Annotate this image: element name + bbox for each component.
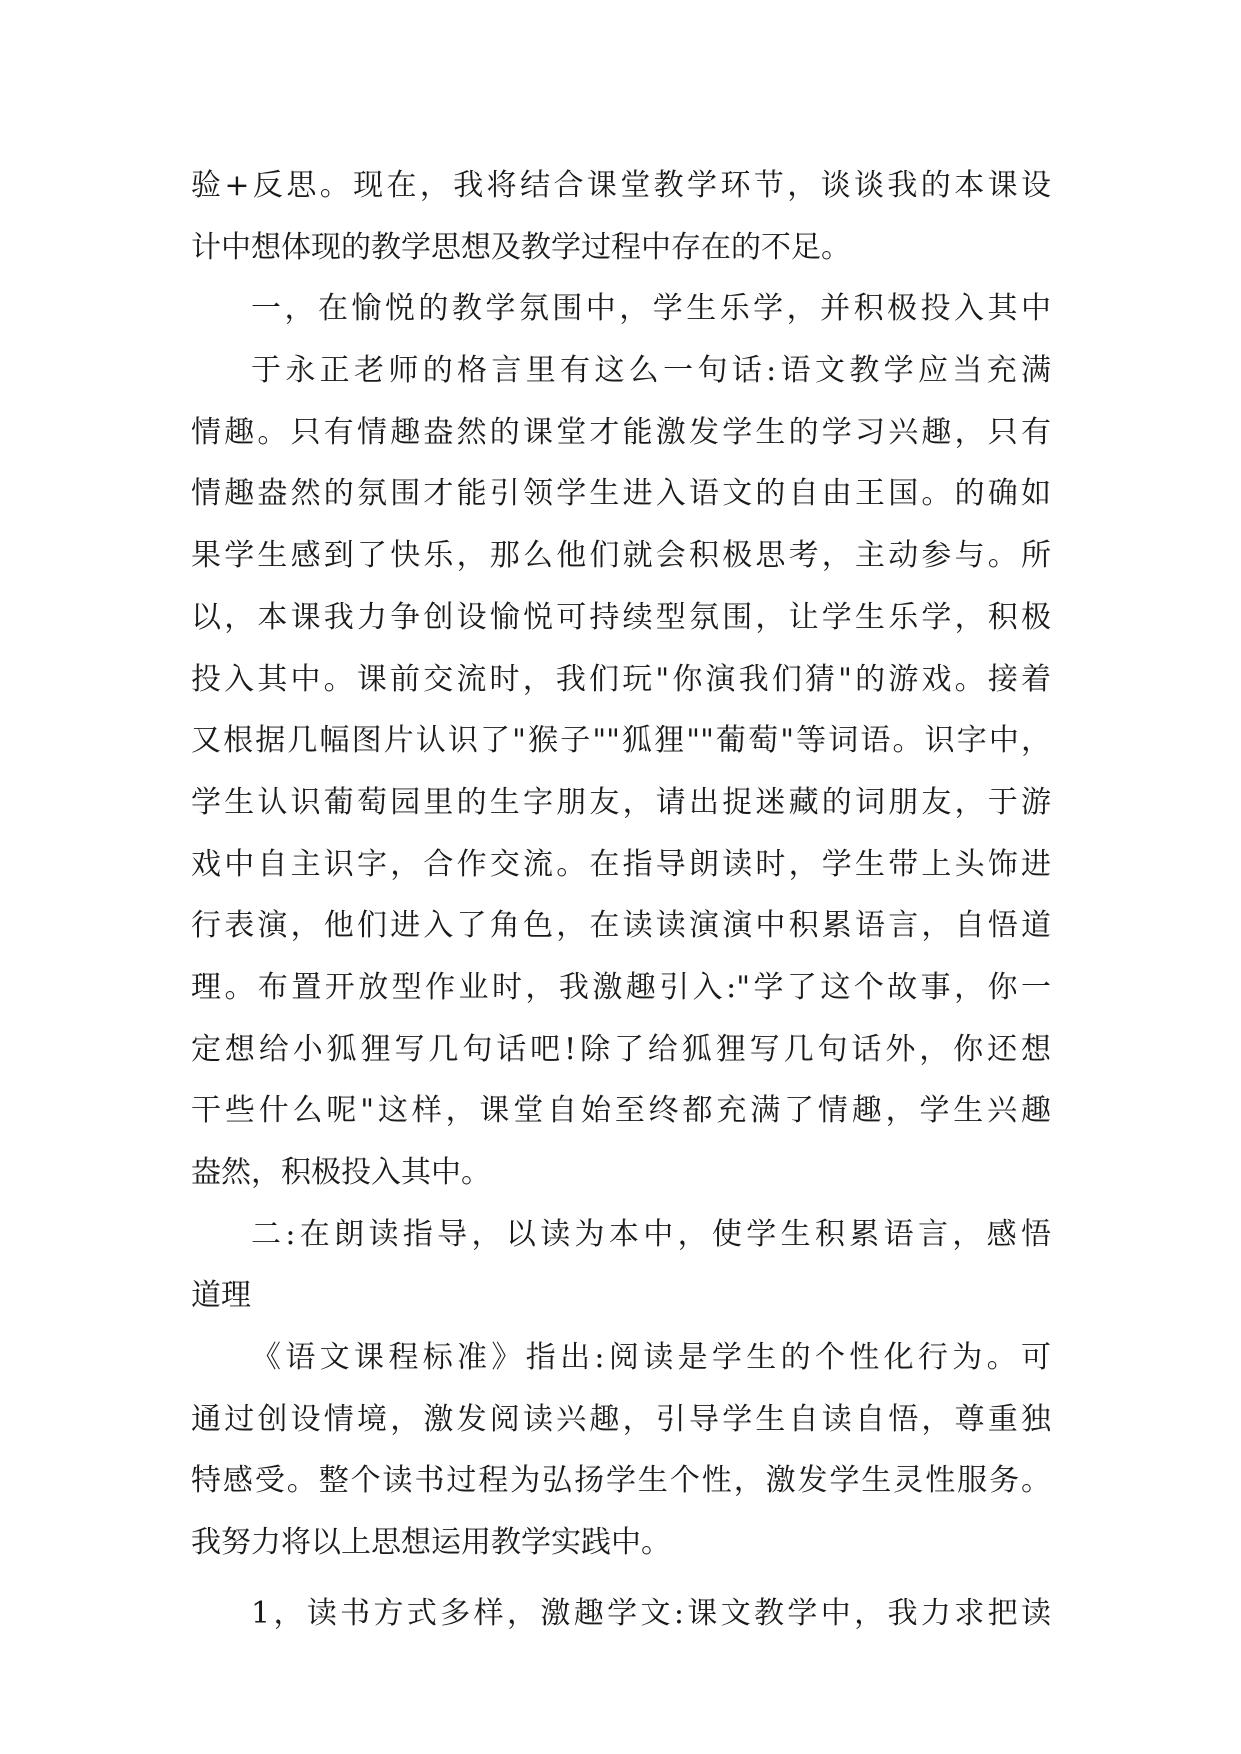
paragraph-line: 投入其中。课前交流时，我们玩"你演我们猜"的游戏。接着 — [191, 661, 1051, 697]
paragraph-line: 情趣盎然的氛围才能引领学生进入语文的自由王国。的确如 — [191, 476, 1051, 512]
text-line: 计中想体现的教学思想及教学过程中存在的不足。 — [191, 229, 851, 265]
paragraph-line: 行表演，他们进入了角色，在读读演演中积累语言，自悟道 — [191, 908, 1051, 944]
paragraph-line: 以，本课我力争创设愉悦可持续型氛围，让学生乐学，积极 — [191, 599, 1051, 635]
document-body — [191, 155, 1051, 1645]
paragraph-line: 学生认识葡萄园里的生字朋友，请出捉迷藏的词朋友，于游 — [191, 784, 1051, 820]
paragraph-line: 干些什么呢"这样，课堂自始至终都充满了情趣，学生兴趣 — [191, 1093, 1051, 1129]
section-heading: 一，在愉悦的教学氛围中，学生乐学，并积极投入其中 — [251, 291, 1051, 327]
section-heading: 二:在朗读指导，以读为本中，使学生积累语言，感悟 — [251, 1216, 1051, 1252]
paragraph-line: 又根据几幅图片认识了"猴子""狐狸""葡萄"等词语。识字中， — [191, 723, 1051, 759]
paragraph-line: 果学生感到了快乐，那么他们就会积极思考，主动参与。所 — [191, 538, 1051, 574]
paragraph-line: 我努力将以上思想运用教学实践中。 — [191, 1525, 671, 1561]
paragraph-line: 于永正老师的格言里有这么一句话:语文教学应当充满 — [251, 353, 1051, 389]
paragraph-line: 《语文课程标准》指出:阅读是学生的个性化行为。可 — [251, 1340, 1051, 1376]
paragraph-line: 特感受。整个读书过程为弘扬学生个性，激发学生灵性服务。 — [191, 1463, 1051, 1499]
paragraph-line: 理。布置开放型作业时，我激趣引入:"学了这个故事，你一 — [191, 969, 1051, 1005]
paragraph-line: 通过创设情境，激发阅读兴趣，引导学生自读自悟，尊重独 — [191, 1401, 1051, 1437]
text-line: 验+反思。现在，我将结合课堂教学环节，谈谈我的本课设 — [191, 168, 1051, 203]
paragraph-line: 盎然，积极投入其中。 — [191, 1155, 491, 1190]
section-heading: 道理 — [191, 1278, 251, 1314]
paragraph-line: 情趣。只有情趣盎然的课堂才能激发学生的学习兴趣，只有 — [191, 414, 1051, 450]
paragraph-line: 戏中自主识字，合作交流。在指导朗读时，学生带上头饰进 — [191, 846, 1051, 882]
paragraph-line: 定想给小狐狸写几句话吧!除了给狐狸写几句话外，你还想 — [191, 1031, 1051, 1067]
paragraph-line: 1，读书方式多样，激趣学文:课文教学中，我力求把读 — [251, 1595, 1051, 1631]
